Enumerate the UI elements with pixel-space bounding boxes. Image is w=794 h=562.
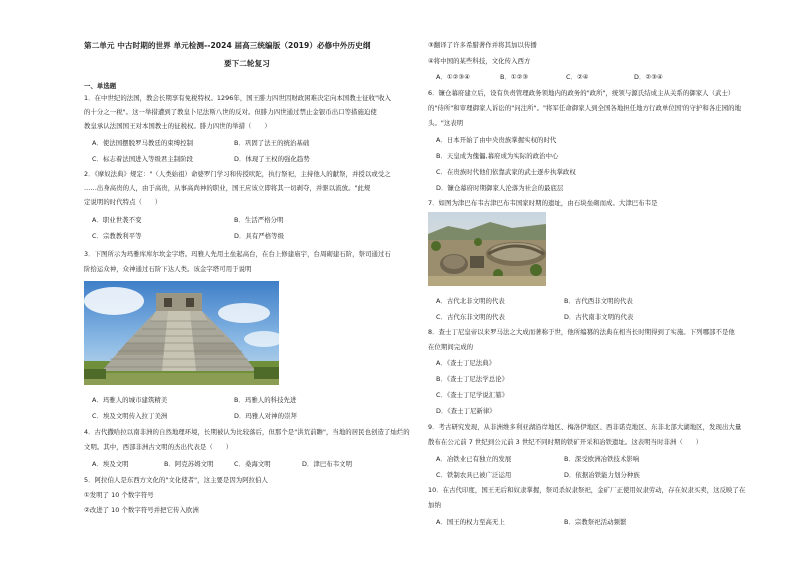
q4-stem-1: 4．古代撒哈拉以南非洲的自然地理环境，长期被认为比较落后，但那个是"洪荒前瞻"，当地的居民也创造了灿烂的 — [84, 428, 410, 436]
q2-stem-3: 定说明的时代特点（ ） — [84, 198, 162, 206]
q1-stem-1: 1．在中世纪的法国，教会长期享有免税特权。1296年，国王腓力四世因财政困难决定向本国教士征收"收入 — [84, 94, 391, 102]
exam-title-line-2: 要下二轮复习 — [224, 59, 270, 68]
q7-option-c: C．古代东非文明的代表 — [436, 313, 505, 321]
q10-stem-2: 加纳 — [428, 501, 441, 509]
q9-stem-1: 9．考古研究发现，从非洲维多利亚湖沿岸地区、梅洛伊地区、西非诺克地区、东非北部大湖地区，发现出大量 — [428, 423, 742, 431]
q1-option-c: C．标志着法国进入等级君主制阶段 — [92, 155, 194, 163]
q2-stem-2: ……出身高贵的人，由于高贵，从事高尚神的职业，国王应该立即将其一切剥夺，并驱以流放。"此规 — [84, 184, 371, 192]
q6-stem-2: 的"侍所"和审理御家人诉讼的"问注所"。"将军任命御家人到全国各地担任地方行政单位国'的守护和各庄园的地 — [428, 104, 742, 112]
q2-option-d: D．具有严格等级 — [234, 232, 285, 240]
q1-option-d: D．体现了王权的强化趋势 — [234, 155, 310, 163]
q6-stem-3: 头。"这表明 — [428, 119, 464, 127]
q5-option-a: A．①②③④ — [436, 73, 470, 81]
q8-option-b: B．《查士丁尼法学总论》 — [436, 375, 509, 383]
q6-option-c: C．在贵族时代他们依靠武家的武士逐步执掌政权 — [436, 168, 576, 176]
q7-option-b: B．古代西非文明的代表 — [564, 297, 633, 305]
q9-stem-2: 散布在公元前 7 世纪到公元前 3 世纪不同时期的铁矿开采和冶铁遗址。这表明当时非洲（ ） — [428, 438, 703, 446]
q1-option-a: A．使法国摆脱罗马教廷的束缚控制 — [92, 139, 194, 147]
q2-stem-1: 2．《摩奴法典》规定："（人类始祖）命婆罗门学习和传授吠陀，执行祭祀，主持他人的献祭，并授以或受之 — [84, 170, 391, 178]
q3-option-c: C．埃及文明传入拉丁美洲 — [92, 412, 168, 420]
q8-stem-1: 8．查士丁尼皇帝以来罗马法之大成而著称于世，他所编篡的法典在相当长时期得到了实施。下列哪部不是他 — [428, 328, 735, 336]
q9-option-c: C．铁制农具已被广泛运用 — [436, 471, 512, 479]
q10-option-a: A．国王的权力至高无上 — [436, 518, 505, 526]
q6-option-d: D．镰仓幕府时期御家人沦落为社会的最底层 — [436, 184, 564, 192]
q2-option-b: B．生活严格分明 — [234, 216, 284, 224]
q3-option-a: A．玛雅人的城市建筑精美 — [92, 396, 168, 404]
q6-stem-1: 6．镰仓幕府建立后，设有负责管理政务领地内的政务的"政所"，统领与源氏结成主从关系的御家人（武士） — [428, 89, 735, 97]
section-heading: 一、单选题 — [84, 82, 117, 90]
q8-stem-2: 在位期间完成的 — [428, 343, 474, 351]
q5-option-c: C．②④ — [566, 73, 589, 81]
q8-option-a: A．《查士丁尼法典》 — [436, 359, 496, 367]
q5-item-4: ④将中国的某些科技，文化传入西方 — [428, 57, 531, 65]
q5-item-3: ③翻译了许多希腊著作并将其加以传播 — [428, 41, 537, 49]
q7-option-a: A．古代北非文明的代表 — [436, 297, 505, 305]
q8-option-d: D．《查士丁尼新律》 — [436, 407, 496, 415]
q10-stem-1: 10．在古代印度，国王无后和奴隶掌握，祭司杀奴隶祭祀，金矿厂正使用奴隶劳动，存在奴隶买卖，这反映了在 — [428, 486, 746, 494]
q10-option-b: B．宗教祭祀活动频繁 — [564, 518, 627, 526]
q9-option-d: D．依据冶铁能力划分种族 — [564, 471, 640, 479]
q1-option-b: B．巩固了法王的统治基础 — [234, 139, 310, 147]
q7-stem: 7．如图为津巴布韦古津巴布韦国家时期的遗址，由石块垒砌而成。大津巴布韦是 — [428, 199, 658, 207]
pyramid-photo — [84, 281, 279, 385]
q2-option-a: A．职业世袭不变 — [92, 216, 142, 224]
q4-option-a: A．埃及文明 — [92, 460, 129, 468]
q4-option-b: B．阿克苏姆文明 — [164, 460, 214, 468]
q4-option-d: D．津巴布韦文明 — [302, 460, 353, 468]
exam-title-line-1: 第二单元 中古时期的世界 单元检测--2024 届高三统编版（2019）必修中外历史纲 — [84, 41, 371, 50]
q9-option-b: B．深受欧洲冶铁技术影响 — [564, 455, 640, 463]
q6-option-b: B．天皇成为傀儡,幕府成为实际的政治中心 — [436, 152, 559, 160]
q5-stem: 5．阿拉伯人是东西方文化的"文化使者"，这主要是因为阿拉伯人 — [84, 476, 268, 484]
q1-stem-2: 的十分之一税"。这一举措遭到了教皇卜尼法斯八世的反对。但腓力四世通过禁止金银币出口等措施迫使 — [84, 108, 377, 116]
q3-option-d: D．玛雅人对神的崇拜 — [234, 412, 297, 420]
q4-stem-2: 文明。其中，西部非洲古文明的杰出代表是（ ） — [84, 443, 233, 451]
q3-stem-2: 阶拾运众神，众神通过石阶下达人类。该金字塔可用于说明 — [84, 265, 252, 273]
q3-option-b: B．玛雅人的科技先进 — [234, 396, 297, 404]
q5-item-2: ②改进了 10 个数字符号并把它传入欧洲 — [84, 506, 199, 514]
q3-stem-1: 3．下图所示为玛雅库库尔坎金字塔。玛雅人先用土垒起高台，在台上修建庙宇，台周砌建石阶，祭司通过石 — [84, 250, 391, 258]
q9-option-a: A．冶铁业已有独立的发展 — [436, 455, 512, 463]
q5-option-d: D．②③④ — [634, 73, 663, 81]
q5-option-b: B．①②③ — [500, 73, 529, 81]
ruins-photo — [428, 212, 546, 286]
q2-option-c: C．宗教教利平等 — [92, 232, 142, 240]
q6-option-a: A．日本开始了由中央贵族掌握实权的时代 — [436, 136, 557, 144]
q1-stem-3: 教皇承认法国国王对本国教士的征税权。腓力四世的举措（ ） — [84, 122, 271, 130]
q7-option-d: D．古代南非文明的代表 — [564, 313, 634, 321]
q4-option-c: C．桑海文明 — [234, 460, 271, 468]
q5-item-1: ①发明了 10 个数字符号 — [84, 491, 154, 499]
q8-option-c: C．《查士丁尼学说汇纂》 — [436, 391, 509, 399]
